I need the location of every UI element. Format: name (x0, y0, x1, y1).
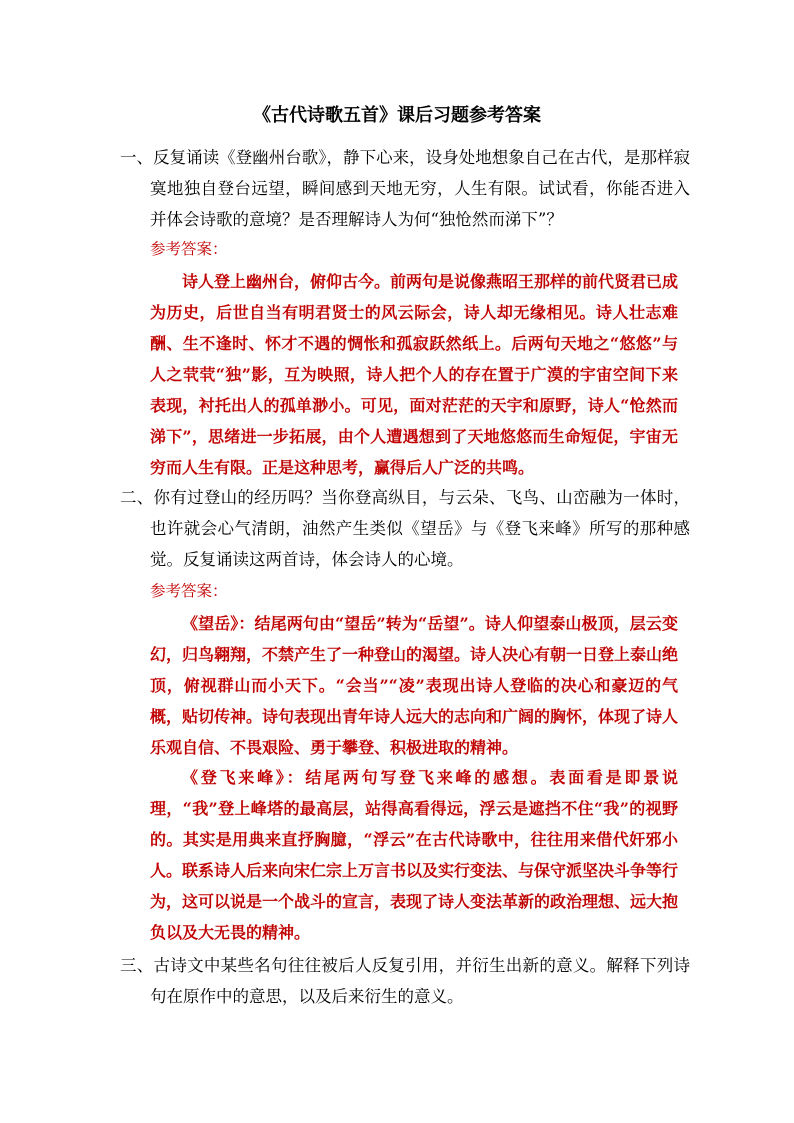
page-title: 《古代诗歌五首》课后习题参考答案 (253, 105, 541, 126)
answer-2-wangyue: 《望岳》：结尾两句由“望岳”转为“岳望”。诗人仰望泰山极顶，层云变幻，归鸟翱翔，不禁产生了一种登山的渴望。诗人决心有朝一日登上泰山绝顶，俯视群山而小天下。“会当”“凌”表现出诗人登临的决心和豪迈的气概，贴切传神。诗句表现出青年诗人远大的志向和广阔的胸怀，体现了诗人乐观自信、不畏艰险、勇于攀登、积极进取的精神。 (150, 614, 679, 757)
answer-2-dengfeilaifeng: 《登飞来峰》：结尾两句写登飞来峰的感想。表面看是即景说理，“我”登上峰塔的最高层，站得高看得远，浮云是遮挡不住“我”的视野的。其实是用典来直抒胸臆，“浮云”在古代诗歌中，往往用来借代奸邪小人。联系诗人后来向宋仁宗上万言书以及实行变法、与保守派坚决斗争等行为，这可以说是一个战斗的宣言，表现了诗人变法革新的政治理想、远大抱负以及大无畏的精神。 (150, 768, 679, 942)
answer-1: 诗人登上幽州台，俯仰古今。前两句是说像燕昭王那样的前代贤君已成为历史，后世自当有明君贤士的风云际会，诗人却无缘相见。诗人壮志难酬、生不逢时、怀才不遇的惆怅和孤寂跃然纸上。后两句天地之“悠悠”与人之茕茕“独”影，互为映照，诗人把个人的存在置于广漠的宇宙空间下来表现，衬托出人的孤单渺小。可见，面对茫茫的天宇和原野，诗人“怆然而涕下”，思绪进一步拓展，由个人遭遇想到了天地悠悠而生命短促，宇宙无穷而人生有限。正是这种思考，赢得后人广泛的共鸣。 (150, 272, 679, 477)
question-3: 三、古诗文中某些名句往往被后人反复引用，并衍生出新的意义。解释下列诗句在原作中的意思，以及后来衍生的意义。 (120, 956, 690, 1006)
question-2: 二、你有过登山的经历吗？当你登高纵目，与云朵、飞鸟、山峦融为一体时，也许就会心气清朗，油然产生类似《望岳》与《登飞来峰》所写的那种感觉。反复诵读这两首诗，体会诗人的心境。 (120, 488, 690, 569)
question-1: 一、反复诵读《登幽州台歌》，静下心来，设身处地想象自己在古代，是那样寂寞地独自登台远望，瞬间感到天地无穷，人生有限。试试看，你能否进入并体会诗歌的意境？是否理解诗人为何“独怆然而涕下”？ (120, 148, 690, 229)
answer-label-2: 参考答案： (150, 582, 228, 600)
answer-label-1: 参考答案： (150, 240, 228, 258)
